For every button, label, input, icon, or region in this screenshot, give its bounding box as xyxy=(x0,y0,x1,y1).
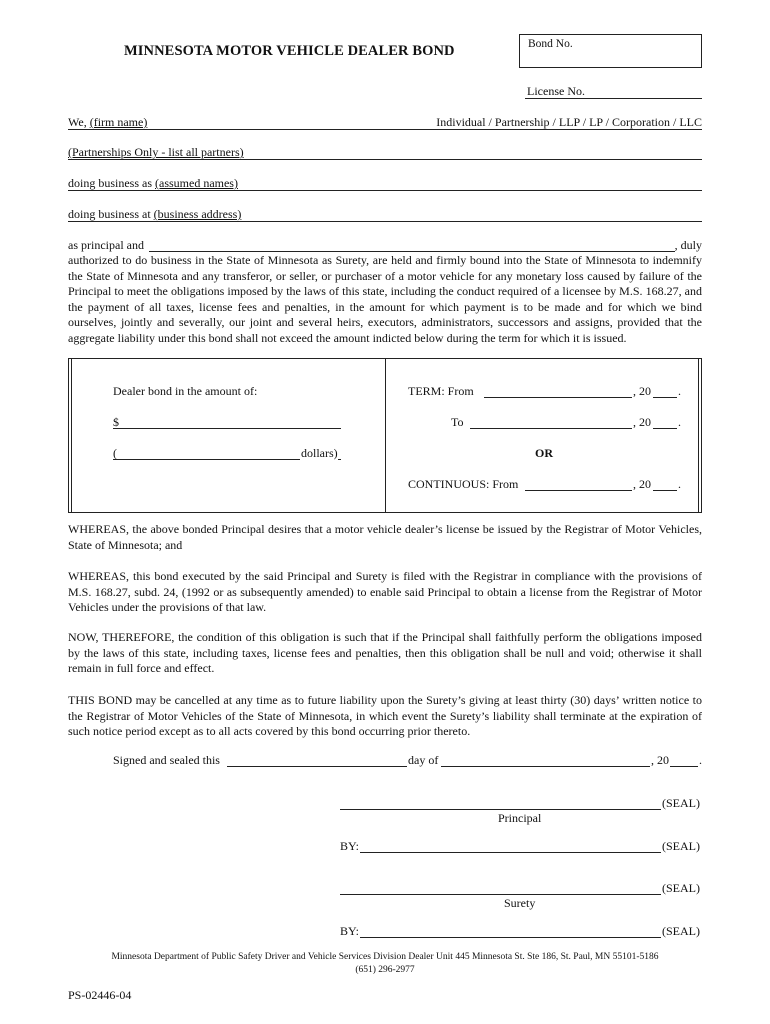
business-address-label: (business address) xyxy=(153,207,242,221)
principal-label: Principal xyxy=(498,811,542,825)
assumed-names-field[interactable] xyxy=(68,176,702,191)
surety-by-seal: (SEAL) xyxy=(662,924,700,938)
assumed-names-label: (assumed names) xyxy=(155,176,238,190)
form-title: MINNESOTA MOTOR VEHICLE DEALER BOND xyxy=(124,43,455,59)
surety-name-field[interactable] xyxy=(149,238,675,252)
firm-name-label: (firm name) xyxy=(89,115,148,129)
or-label: OR xyxy=(535,446,553,460)
dba-prefix: doing business as xyxy=(68,176,152,190)
signed-year-prefix: , 20 xyxy=(651,753,669,767)
firm-name-field[interactable] xyxy=(68,115,702,130)
footer-phone: (651) 296-2977 xyxy=(355,965,415,975)
amount-label: Dealer bond in the amount of: xyxy=(113,384,258,398)
dollars-label: dollars) xyxy=(301,446,338,460)
partners-field[interactable] xyxy=(68,145,702,160)
signed-end: . xyxy=(699,753,702,767)
principal-prefix: as principal and xyxy=(68,238,144,252)
entity-types: Individual / Partnership / LLP / LP / Corporation / LLC xyxy=(436,115,702,129)
principal-signature-field[interactable] xyxy=(340,796,661,810)
whereas-paragraph-2: WHEREAS, this bond executed by the said Principal and Surety is filed with the Registrar in compliance with the provisions of M.S. 168.27, subd. 24, (1992 or as subsequently amended) to enable said Principal to obtain a license from the Registrar of Motor Vehicles under the provisions of that law. xyxy=(68,569,702,614)
term-from-date-field[interactable] xyxy=(484,384,632,398)
principal-suffix: , duly xyxy=(674,238,702,252)
term-to-end: . xyxy=(678,415,681,429)
bond-no-label: Bond No. xyxy=(528,38,573,50)
continuous-year-prefix: , 20 xyxy=(633,477,651,491)
surety-by-field[interactable] xyxy=(360,924,661,938)
signed-month-field[interactable] xyxy=(441,753,650,767)
surety-label: Surety xyxy=(504,896,536,910)
address-prefix: doing business at xyxy=(68,207,151,221)
business-address-field[interactable] xyxy=(68,207,702,222)
term-to-year-prefix: , 20 xyxy=(633,415,651,429)
term-from-end: . xyxy=(678,384,681,398)
dollar-sign: $ xyxy=(113,415,119,429)
license-no-field[interactable] xyxy=(525,84,702,99)
term-to-year-field[interactable] xyxy=(653,415,677,429)
paren-open: ( xyxy=(113,446,117,460)
principal-by-field[interactable] xyxy=(360,839,661,853)
principal-by-label: BY: xyxy=(340,839,359,853)
continuous-end: . xyxy=(678,477,681,491)
principal-seal: (SEAL) xyxy=(662,796,700,810)
term-from-label: TERM: From xyxy=(408,384,474,398)
form-number: PS-02446-04 xyxy=(68,988,132,1002)
continuous-from-label: CONTINUOUS: From xyxy=(408,477,519,491)
surety-name-row xyxy=(68,238,702,253)
continuous-year-field[interactable] xyxy=(653,477,677,491)
bond-amount-table xyxy=(68,358,702,513)
day-of-label: day of xyxy=(408,753,439,767)
principal-by-seal: (SEAL) xyxy=(662,839,700,853)
continuous-date-field[interactable] xyxy=(525,477,632,491)
term-to-date-field[interactable] xyxy=(470,415,632,429)
whereas-paragraph-1: WHEREAS, the above bonded Principal desires that a motor vehicle dealer’s license be issued by the Registrar of Motor Vehicles, State of Minnesota; and xyxy=(68,522,702,552)
partners-label: (Partnerships Only - list all partners) xyxy=(68,145,244,159)
signed-prefix: Signed and sealed this xyxy=(113,753,220,767)
term-to-label: To xyxy=(451,415,464,429)
signed-day-field[interactable] xyxy=(227,753,407,767)
bond-no-box[interactable] xyxy=(519,34,702,68)
cancellation-paragraph: THIS BOND may be cancelled at any time as to future liability upon the Surety’s giving at least thirty (30) days’ written notice to the Registrar of Motor Vehicles of the State of Minnesota, in which event the Surety’s liability shall terminate at the expiration of such notice period except as to all acts covered by this bond occurring prior thereto. xyxy=(68,693,702,738)
term-from-year-field[interactable] xyxy=(653,384,677,398)
term-from-year-prefix: , 20 xyxy=(633,384,651,398)
surety-seal: (SEAL) xyxy=(662,881,700,895)
principal-body: authorized to do business in the State of Minnesota as Surety, are held and firmly bound into the State of Minnesota to indemnify the State of Minnesota and any transferor, or seller, or purchaser of a motor vehicle for any monetary loss caused by failure of the Principal to meet the obligations imposed by the laws of this state, including the conduct required of a licensee by M.S. 168.27, and the payment of all taxes, license fees and penalties, in the amount for which payment is to be made and for which we bind ourselves, jointly and severally, our joint and several heirs, executors, administrators, successors and assigns, provided that the aggregate liability under this bond shall not exceed the amount indicted below during the term for which it is issued. xyxy=(68,253,702,345)
therefore-paragraph: NOW, THEREFORE, the condition of this obligation is such that if the Principal shall faithfully perform the obligations imposed by the laws of this state, including taxes, license fees and penalties, then this obligation shall be null and void; otherwise it shall remain in full force and effect. xyxy=(68,630,702,675)
amount-numeric-field[interactable] xyxy=(113,415,341,429)
license-no-label: License No. xyxy=(527,84,585,98)
signed-year-field[interactable] xyxy=(670,753,698,767)
footer-address: Minnesota Department of Public Safety Driver and Vehicle Services Division Dealer Unit 445 Minnesota St. Ste 186, St. Paul, MN 55101-5186 xyxy=(111,952,659,962)
we-prefix: We, xyxy=(68,115,87,129)
surety-signature-field[interactable] xyxy=(340,881,661,895)
surety-by-label: BY: xyxy=(340,924,359,938)
